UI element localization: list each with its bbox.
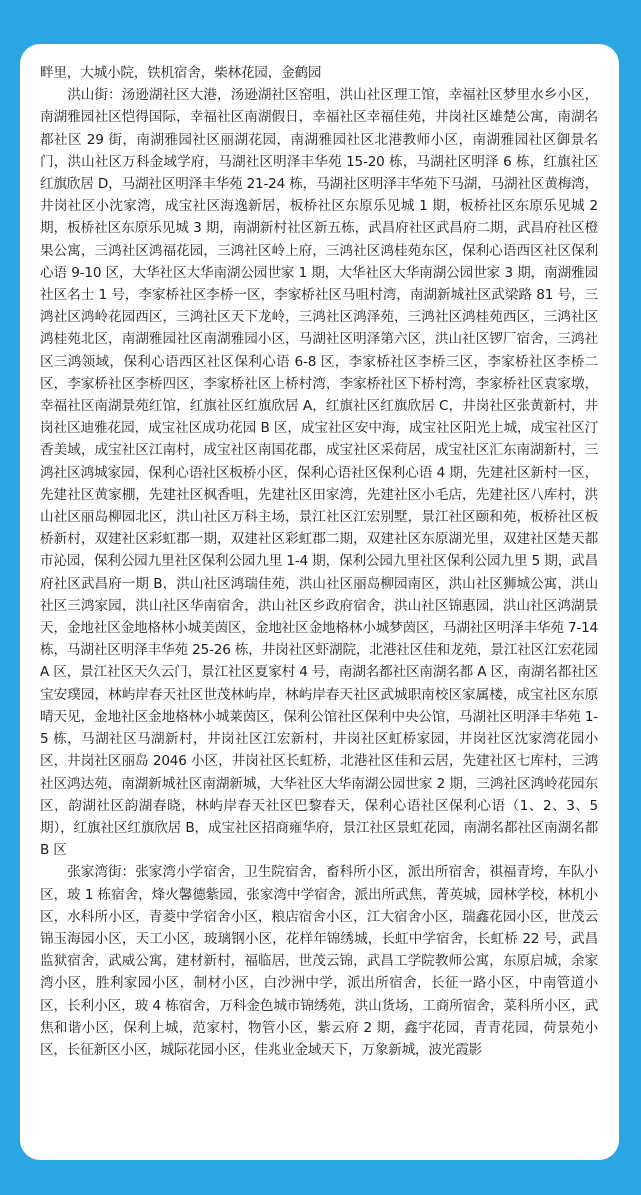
document-body bbox=[40, 62, 598, 1061]
paragraph-continuation: 畔里，大城小院，铁机宿舍，柴林花园，金鹤园 bbox=[40, 65, 322, 81]
paragraph-zhangjiawan-street: 张家湾街：张家湾小学宿舍，卫生院宿舍，畜科所小区，派出所宿舍，祺福青垮，车队小区，玻 1 栋宿舍，烽火馨德紫园，张家湾中学宿舍，派出所武焦，菁英城，园林学校，林机小区，水科所小区，青菱中学宿舍小区，粮店宿舍小区，江大宿舍小区，瑞鑫花园小区，世茂云锦玉海园小区，天工小区，玻璃钢小区，花样年锦绣城，长虹中学宿舍，长虹桥 22 号，武昌监狱宿舍，武威公寓，建材新村，福临居，世茂云锦，武昌工学院教师公寓，东原启城，余家湾小区，胜利家园小区，制材小区，白沙洲中学，派出所宿舍，长征一路小区，中南管道小区，长利小区，玻 4 栋宿舍，万科金色城市锦绣苑，洪山货场，工商所宿舍，菜科所小区，武焦和谐小区，保利上城，范家村，物管小区，紫云府 2 期，鑫宇花园，青青花园，荷景苑小区，长征新区小区，城际花园小区，佳兆业金域天下，万象新城，波光霞影 bbox=[40, 864, 598, 1058]
paragraph-hongshan-street: 洪山街：汤逊湖社区大港，汤逊湖社区窑咀，洪山社区理工馆，幸福社区梦里水乡小区，南湖雅园社区恺得国际，幸福社区南湖假日，幸福社区幸福佳苑，井岗社区雄楚公寓，南湖名都社区 29 街，南湖雅园社区丽湖花园，南湖雅园社区北港教师小区，南湖雅园社区御景名门，洪山社区万科金域学府，马湖社区明泽丰华苑 15-20 栋，马湖社区明泽 6 栋，红旗社区红旗欣居 D，马湖社区明泽丰华苑 21-24 栋，马湖社区明泽丰华苑下马湖，马湖社区黄梅湾，井岗社区小沈家湾，成宝社区海逸新居，板桥社区东原乐见城 1 期，板桥社区东原乐见城 2 期，板桥社区东原乐见城 3 期，南湖新村社区新五栋，武昌府社区武昌府二期，武昌府社区橙果公寓，三鸿社区鸿福花园，三鸿社区岭上府，三鸿社区鸿桂苑东区，保利心语西区社区保利心语 9-10 区，大华社区大华南湖公园世家 1 期，大华社区大华南湖公园世家 3 期，南湖雅园社区名士 1 号，李家桥社区李桥一区，李家桥社区马咀村湾，南湖新城社区武梁路 81 号，三鸿社区鸿岭花园西区，三鸿社区天下龙岭，三鸿社区鸿泽苑，三鸿社区鸿桂苑西区，三鸿社区鸿桂苑北区，南湖雅园社区南湖雅园小区，马湖社区明泽第六区，洪山社区锣厂宿舍，三鸿社区三鸿领域，保利心语西区社区保利心语 6-8 区，李家桥社区李桥三区，李家桥社区李桥二区，李家桥社区李桥四区，李家桥社区上桥村湾，李家桥社区下桥村湾，李家桥社区袁家墩，幸福社区南湖景苑红馆，红旗社区红旗欣居 A，红旗社区红旗欣居 C，井岗社区张黄新村，井岗社区迪雅花园，成宝社区成功花园 B 区，成宝社区安中海，成宝社区阳光上城，成宝社区汀香美域，成宝社区江南村，成宝社区南国花郡，成宝社区采荷居，成宝社区汇东南湖新村，三鸿社区鸿城家园，保利心语社区板桥小区，保利心语社区保利心语 4 期，先建社区新村一区，先建社区黄家棚，先建社区枫香咀，先建社区田家湾，先建社区小毛店，先建社区八库村，洪山社区丽岛柳园北区，洪山社区万科主场，景江社区江宏别墅，景江社区颐和苑，板桥社区板桥新村，双建社区彩虹郡一期，双建社区彩虹郡二期，双建社区东原湖光里，双建社区楚天都市沁园，保利公园九里社区保利公园九里 1-4 期，保利公园九里社区保利公园九里 5 期，武昌府社区武昌府一期 B，洪山社区鸿瑞佳苑，洪山社区丽岛柳园南区，洪山社区狮城公寓，洪山社区三鸿家园，洪山社区华南宿舍，洪山社区乡政府宿舍，洪山社区锦惠园，洪山社区鸿湖景天，金地社区金地格林小城美茵区，金地社区金地格林小城梦茵区，马湖社区明泽丰华苑 7-14 栋，马湖社区明泽丰华苑 25-26 栋，井岗社区虾湖院，北港社区佳和龙苑，景江社区江宏花园 A 区，景江社区天久云门，景江社区夏家村 4 号，南湖名都社区南湖名都 A 区，南湖名都社区宝安璞园，林屿岸春天社区世茂林屿岸，林屿岸春天社区武城职南校区家属楼，成宝社区东原晴天见，金地社区金地格林小城莱茵区，保利公馆社区保利中央公馆，马湖社区明泽丰华苑 1-5 栋，马湖社区马湖新村，井岗社区江宏新村，井岗社区虹桥家园，井岗社区沈家湾花园小区，井岗社区丽岛 2046 小区，井岗社区长虹桥，北港社区佳和云居，先建社区七库村，三鸿社区鸿达苑，南湖新城社区南湖新城，大华社区大华南湖公园世家 2 期，三鸿社区鸿岭花园东区，韵湖社区韵湖春晓，林屿岸春天社区巴黎春天，保利心语社区保利心语（1、2、3、5 期），红旗社区红旗欣居 B，成宝社区招商雍华府，景江社区景虹花园，南湖名都社区南湖名都 B 区 bbox=[40, 87, 598, 859]
